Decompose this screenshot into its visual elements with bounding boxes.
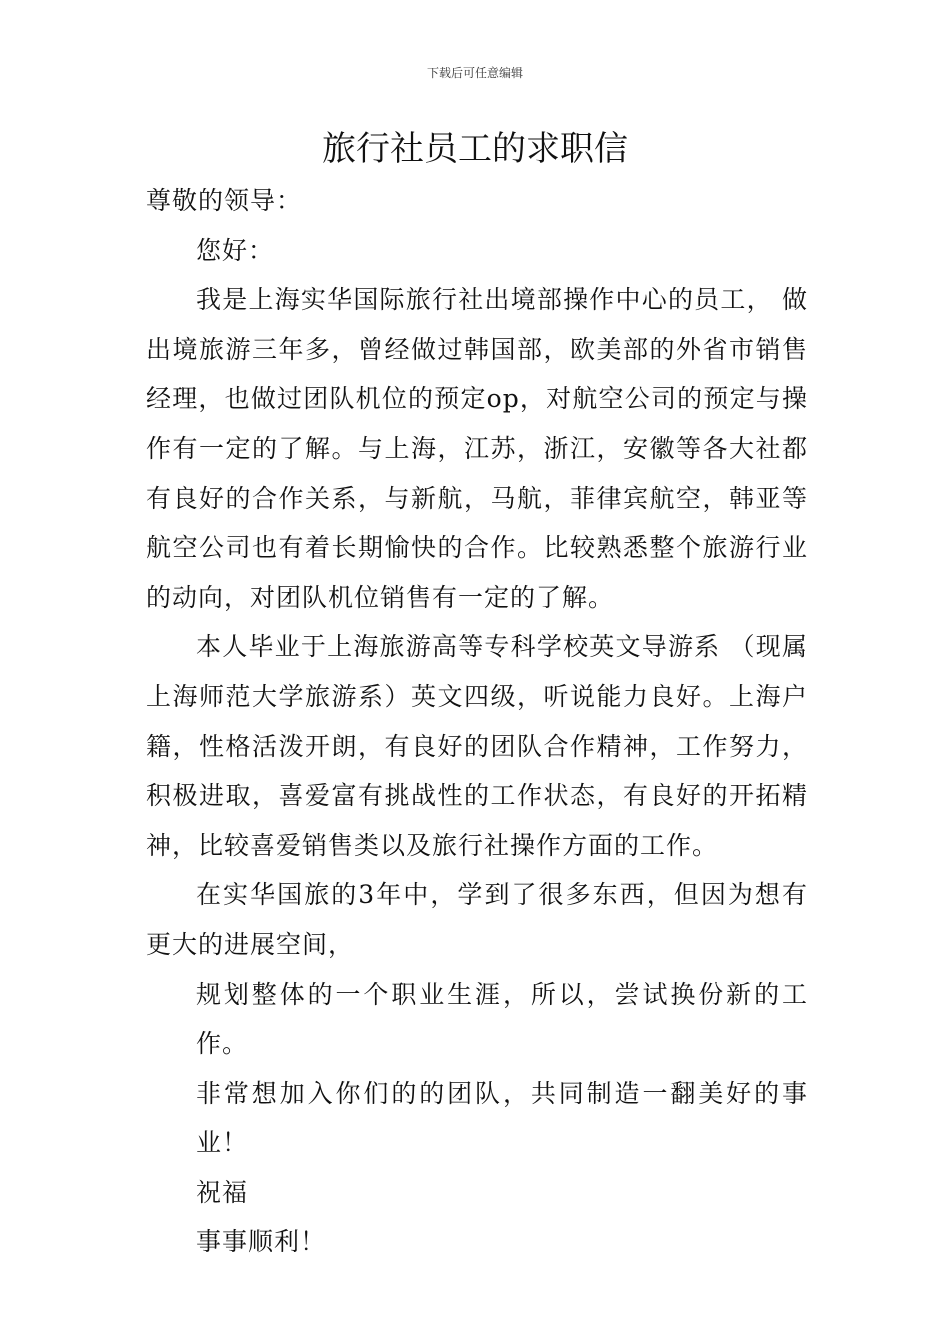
document-title: 旅行社员工的求职信 — [322, 129, 628, 169]
greeting: 您好： — [196, 235, 275, 265]
letter-body — [146, 176, 808, 1267]
salutation: 尊敬的领导： — [146, 186, 303, 215]
header-note: 下载后可任意编辑 — [426, 66, 523, 80]
paragraph-motivation: 在实华国旅的3年中，学到了很多东西，但因为想有更大的进展空间， — [146, 880, 808, 959]
closing-line-regards: 事事顺利！ — [196, 1227, 327, 1257]
paragraph-education: 本人毕业于上海旅游高等专科学校英文导游系 （现属上海师范大学旅游系）英文四级，听说能力良好。上海户籍，性格活泼开朗，有良好的团队合作精神，工作努力，积极进取，喜爱富有挑战性的工作状态，有良好的开拓精神，比较喜爱销售类以及旅行社操作方面的工作。 — [146, 632, 808, 860]
closing-line-join: 非常想加入你们的的团队，共同制造一翻美好的事业！ — [196, 1078, 808, 1158]
closing-line-wish: 祝福 — [196, 1177, 249, 1207]
closing-line-career: 规划整体的一个职业生涯，所以，尝试换份新的工作。 — [196, 979, 808, 1059]
paragraph-experience: 我是上海实华国际旅行社出境部操作中心的员工， 做出境旅游三年多，曾经做过韩国部，欧美部的外省市销售经理，也做过团队机位的预定op，对航空公司的预定与操作有一定的了解。与上海，江苏，浙江，安徽等各大社都有良好的合作关系，与新航，马航，菲律宾航空，韩亚等航空公司也有着长期愉快的合作。比较熟悉整个旅游行业的动向，对团队机位销售有一定的了解。 — [146, 285, 808, 612]
